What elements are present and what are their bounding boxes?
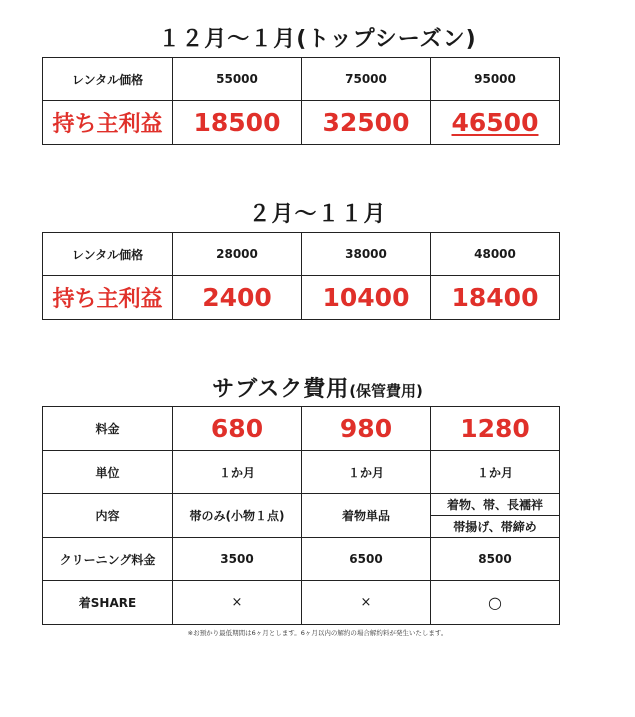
table-row bbox=[43, 538, 560, 581]
content-cell: 着物単品 bbox=[302, 494, 431, 538]
share-cell: × bbox=[302, 581, 431, 625]
footnote: ※お預かり最低期間は6ヶ月とします。6ヶ月以内の解約の場合解約料が発生いたします。 bbox=[187, 629, 448, 637]
content-line: 帯揚げ、帯締め bbox=[453, 520, 537, 534]
section1-title: １２月〜１月(トップシーズン) bbox=[158, 27, 477, 52]
cleaning-fee-cell: 6500 bbox=[302, 538, 431, 581]
rental-price-cell: 28000 bbox=[173, 233, 302, 276]
cleaning-fee-label: クリーニング料金 bbox=[43, 538, 173, 581]
content-cell: 帯のみ(小物１点) bbox=[173, 494, 302, 538]
owner-profit-cell: 32500 bbox=[302, 101, 431, 145]
rental-price-cell: 48000 bbox=[431, 233, 560, 276]
unit-label: 単位 bbox=[43, 451, 173, 494]
owner-profit-cell: 18500 bbox=[173, 101, 302, 145]
table-row bbox=[43, 58, 560, 101]
fee-cell: 1280 bbox=[431, 407, 560, 451]
owner-profit-cell bbox=[431, 101, 560, 145]
subscription-title: サブスク費用 bbox=[212, 377, 350, 402]
share-cell: × bbox=[173, 581, 302, 625]
content-line: 着物、帯、長襦袢 bbox=[431, 494, 559, 516]
owner-profit-cell: 2400 bbox=[173, 276, 302, 320]
share-label: 着SHARE bbox=[43, 581, 173, 625]
table-row bbox=[43, 407, 560, 451]
table-row bbox=[43, 233, 560, 276]
owner-profit-cell: 10400 bbox=[302, 276, 431, 320]
fee-label: 料金 bbox=[43, 407, 173, 451]
content-cell-split bbox=[431, 494, 560, 538]
content-label: 内容 bbox=[43, 494, 173, 538]
owner-profit-value-underlined: 46500 bbox=[451, 108, 539, 137]
owner-profit-cell: 18400 bbox=[431, 276, 560, 320]
rental-price-cell: 38000 bbox=[302, 233, 431, 276]
rental-price-cell: 75000 bbox=[302, 58, 431, 101]
rental-price-label: レンタル価格 bbox=[43, 233, 173, 276]
cleaning-fee-cell: 3500 bbox=[173, 538, 302, 581]
fee-cell: 980 bbox=[302, 407, 431, 451]
table-row bbox=[43, 451, 560, 494]
table-row bbox=[43, 276, 560, 320]
table-row bbox=[43, 581, 560, 625]
owner-profit-label: 持ち主利益 bbox=[43, 101, 173, 145]
owner-profit-label: 持ち主利益 bbox=[43, 276, 173, 320]
section3-title bbox=[0, 372, 635, 403]
table-row bbox=[43, 494, 560, 538]
share-cell: ○ bbox=[431, 581, 560, 625]
top-season-table bbox=[42, 57, 560, 145]
regular-season-table bbox=[42, 232, 560, 320]
fee-cell: 680 bbox=[173, 407, 302, 451]
subscription-title-sub: (保管費用) bbox=[349, 382, 423, 400]
unit-cell: １か月 bbox=[431, 451, 560, 494]
cleaning-fee-cell: 8500 bbox=[431, 538, 560, 581]
rental-price-cell: 95000 bbox=[431, 58, 560, 101]
unit-cell: １か月 bbox=[302, 451, 431, 494]
rental-price-label: レンタル価格 bbox=[43, 58, 173, 101]
unit-cell: １か月 bbox=[173, 451, 302, 494]
table-row bbox=[43, 101, 560, 145]
section2-title: ２月〜１１月 bbox=[248, 202, 387, 227]
rental-price-cell: 55000 bbox=[173, 58, 302, 101]
subscription-table bbox=[42, 406, 560, 625]
